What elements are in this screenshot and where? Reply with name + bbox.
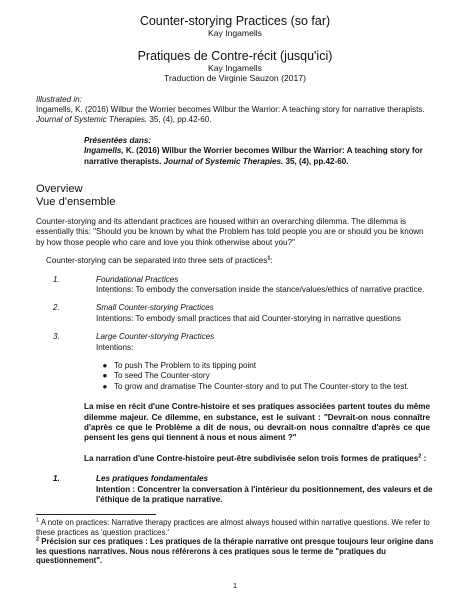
footnote-ref-2[interactable]: 2 <box>418 453 422 460</box>
ref-volume: 35, (4), pp.42-60. <box>283 156 349 166</box>
french-three-forms <box>84 454 430 464</box>
bullet-text: To grow and dramatise The Counter-story and to put The Counter-story to the test. <box>114 381 409 391</box>
bullet-icon: ● <box>102 371 108 381</box>
french-practice-item <box>36 474 434 505</box>
presentees-reference <box>84 146 434 167</box>
practice-intention: Intentions: To embody small practices that aid Counter-storying in narrative questions <box>96 313 401 323</box>
illustrated-in-reference <box>36 105 434 126</box>
presentees-label: Présentées dans: <box>84 135 152 145</box>
overview-heading <box>36 183 434 209</box>
intro-text: Counter-storying can be separated into three sets of practices <box>46 256 268 266</box>
bullet-text: To push The Problem to its tipping point <box>114 361 257 370</box>
ref-volume: 35, (4), pp.42-60. <box>147 115 212 125</box>
bullet-icon: ● <box>102 381 108 391</box>
ref-text: Ingamells, K. (2016) Wilbur the Worrier becomes Wilbur the Warrior: A teaching story for narrative therapists. <box>36 104 425 114</box>
footnote-number: 1 <box>36 517 40 524</box>
practice-title: Foundational Practices <box>96 274 179 284</box>
practice-intention: Intentions: <box>96 342 134 352</box>
practice-title: Les pratiques fondamentales <box>96 474 208 484</box>
footnote-ref-1[interactable]: 1 <box>267 255 271 262</box>
ref-author: Ingamells, <box>84 146 124 156</box>
footnote-text: A note on practices: Narrative therapy practices are almost always housed within narrative questions. We refer to these practices as 'question practices.' <box>36 518 430 537</box>
overview-title-en: Overview <box>36 182 83 195</box>
footnote-text: Précision sur ces pratiques : Les pratiques de la thérapie narrative ont presque toujours leur origine dans les questions narratives. Nous nous référerons à ces pratiques sous le terme de "pratiques du questionnement". <box>36 537 434 566</box>
illustrated-in-block <box>36 95 434 126</box>
fr-intro-colon: : <box>421 453 427 463</box>
ref-journal: Journal of Systemic Therapies. <box>36 115 148 125</box>
practice-item <box>36 303 434 324</box>
three-practices-intro <box>46 256 434 266</box>
practices-list <box>36 275 434 393</box>
list-item <box>96 361 434 371</box>
practice-number: 2. <box>53 303 60 313</box>
bullet-icon: ● <box>102 361 108 370</box>
list-item <box>96 371 434 381</box>
author-fr: Kay Ingamells <box>208 62 262 73</box>
footnote-1 <box>36 518 434 537</box>
translator-credit: Traduction de Virginie Sauzon (2017) <box>164 73 306 83</box>
title-fr: Pratiques de Contre-récit (jusqu'ici) <box>137 48 333 63</box>
practice-item <box>36 275 434 296</box>
practice-number: 3. <box>53 332 60 342</box>
practice-title: Large Counter-storying Practices <box>96 332 215 342</box>
footnote-number: 2 <box>36 536 40 543</box>
footnote-2 <box>36 537 434 566</box>
bullet-text: To seed The Counter-story <box>114 371 210 381</box>
practice-number: 1. <box>53 274 60 284</box>
footnotes <box>36 514 434 566</box>
practice-intention: Intention : Concentrer la conversation à l'intérieur du positionnement, des valeurs et de l'éthique de la pratique narrative. <box>96 484 433 505</box>
presentees-block <box>84 136 434 167</box>
header-block <box>36 14 434 84</box>
footnote-divider <box>36 514 156 515</box>
title-en: Counter-storying Practices (so far) <box>139 14 331 28</box>
fr-intro-text: La narration d'une Contre-histoire peut-être subdivisée selon trois formes de pratiques <box>84 453 419 463</box>
french-paragraph: La mise en récit d'une Contre-histoire et ses pratiques associées partent toutes du même dilemme majeur. Ce dilemme, en substance, est le suivant : "Devrait-on nous connaître d'après ce que le Problème a dit de nous, ou devrait-on nous connaître d'après ce que pensent les gens qui tiennent à nous et nous aiment ?" <box>84 402 430 443</box>
practice-intention: Intentions: To embody the conversation inside the stance/values/ethics of narrative practice. <box>96 284 425 294</box>
ref-text: K. (2016) Wilbur the Worrier becomes Wilbur the Warrior: A teaching story for narrative therapists. <box>84 146 423 166</box>
overview-title-fr: Vue d'ensemble <box>36 195 116 208</box>
practice-title: Small Counter-storying Practices <box>96 303 214 313</box>
practice-number: 1. <box>53 474 60 484</box>
intentions-bullet-list <box>96 361 434 392</box>
intro-colon: : <box>270 256 273 266</box>
ref-journal: Journal of Systemic Therapies. <box>163 156 284 166</box>
illustrated-in-label: Illustrated in: <box>36 94 82 104</box>
practice-item <box>36 332 434 392</box>
author-en: Kay Ingamells <box>208 28 262 38</box>
overview-paragraph: Counter-storying and its attendant practices are housed within an overarching dilemma. The dilemma is essentially this: "Should you be known by what the Problem has told people you are or should you be known by how those people who care and love you think otherwise about you?" <box>36 216 424 247</box>
list-item <box>96 382 434 392</box>
page-number: 1 <box>232 581 238 590</box>
